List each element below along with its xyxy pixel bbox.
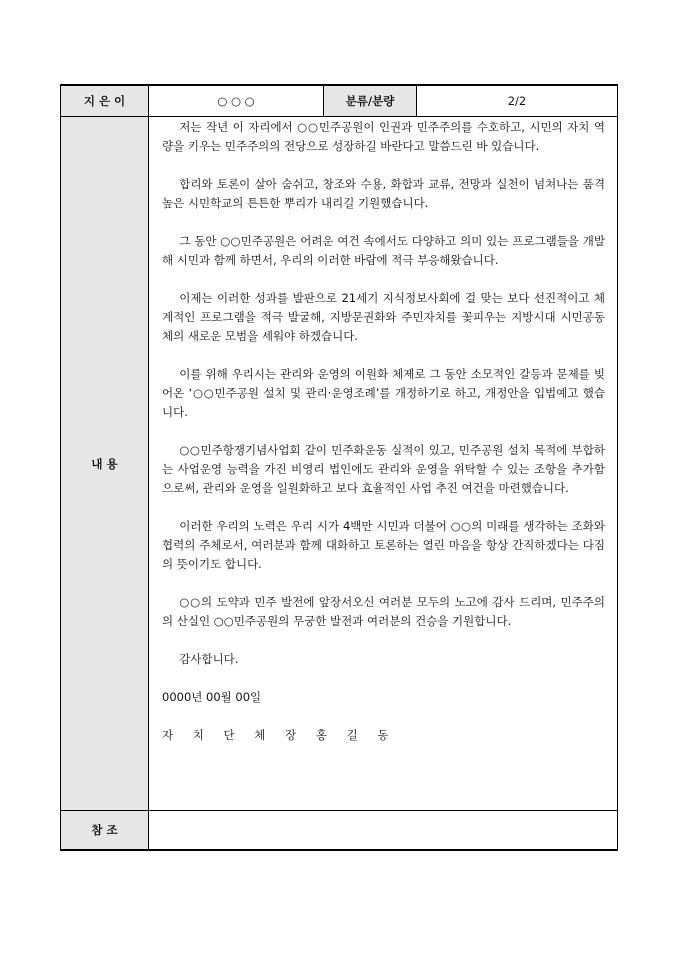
- document-table: [60, 84, 618, 851]
- paragraph: 이제는 이러한 성과를 발판으로 21세기 지식정보사회에 걸 맞는 보다 선진적이고 체계적인 프로그램을 적극 발굴해, 지방문권화와 주민자치를 꽃피우는 지방시대 시민공동체의 새로운 모범을 세워야 하겠습니다.: [162, 291, 605, 343]
- paragraph: 저는 작년 이 자리에서 ○○민주공원이 인권과 민주주의를 수호하고, 시민의 자치 역량을 키우는 민주주의의 전당으로 성장하길 바란다고 말씀드린 바 있습니다.: [162, 120, 605, 153]
- paragraph: ○○민주항쟁기념사업회 같이 민주화운동 실적이 있고, 민주공원 설치 목적에 부합하는 사업운영 능력을 가진 비영리 법인에도 관리와 운영을 위탁할 수 있는 조항을 추가함으로써, 관리와 운영을 일원화하고 보다 효율적인 사업 추진 여건을 마련했습니다.: [162, 443, 605, 495]
- paragraph: 그 동안 ○○민주공원은 어려운 여건 속에서도 다양하고 의미 있는 프로그램들을 개발해 시민과 함께 하면서, 우리의 이러한 바람에 적극 부응해왔습니다.: [162, 234, 605, 267]
- content-body: [149, 117, 618, 811]
- content-label: 내 용: [61, 117, 149, 811]
- signature-line: 자 치 단 체 장 홍 길 동: [162, 728, 397, 742]
- author-value: ○ ○ ○: [149, 85, 324, 117]
- paragraph: 이러한 우리의 노력은 우리 시가 4백만 시민과 더불어 ○○의 미래를 생각하는 조화와 협력의 주체로서, 여러분과 함께 대화하고 토론하는 열린 마음을 항상 간직하겠다는 다짐의 뜻이기도 합니다.: [162, 519, 605, 571]
- author-label: 지 은 이: [61, 85, 149, 117]
- closing-line: 감사합니다.: [179, 652, 239, 666]
- reference-label: 참 조: [61, 811, 149, 851]
- reference-value: [149, 811, 618, 851]
- paragraph: 이를 위해 우리시는 관리와 운영의 이원화 체제로 그 동안 소모적인 갈등과 문제를 빚어온 ‘○○민주공원 설치 및 관리·운영조례’를 개정하기로 하고, 개정안을 입법예고 했습니다.: [162, 367, 605, 419]
- paragraph: 합리와 토론이 살아 숨쉬고, 창조와 수용, 화합과 교류, 전망과 실천이 넘쳐나는 품격 높은 시민학교의 튼튼한 뿌리가 내리길 기원했습니다.: [162, 177, 605, 210]
- category-value: 2/2: [417, 85, 618, 117]
- content-row: [61, 117, 618, 811]
- date-line: 0000년 00월 00일: [162, 690, 262, 704]
- category-label: 분류/분량: [324, 85, 417, 117]
- header-row: [61, 85, 618, 117]
- reference-row: [61, 811, 618, 851]
- paragraph: ○○의 도약과 민주 발전에 앞장서오신 여러분 모두의 노고에 감사 드리며, 민주주의의 산실인 ○○민주공원의 무궁한 발전과 여러분의 건승을 기원합니다.: [162, 595, 605, 628]
